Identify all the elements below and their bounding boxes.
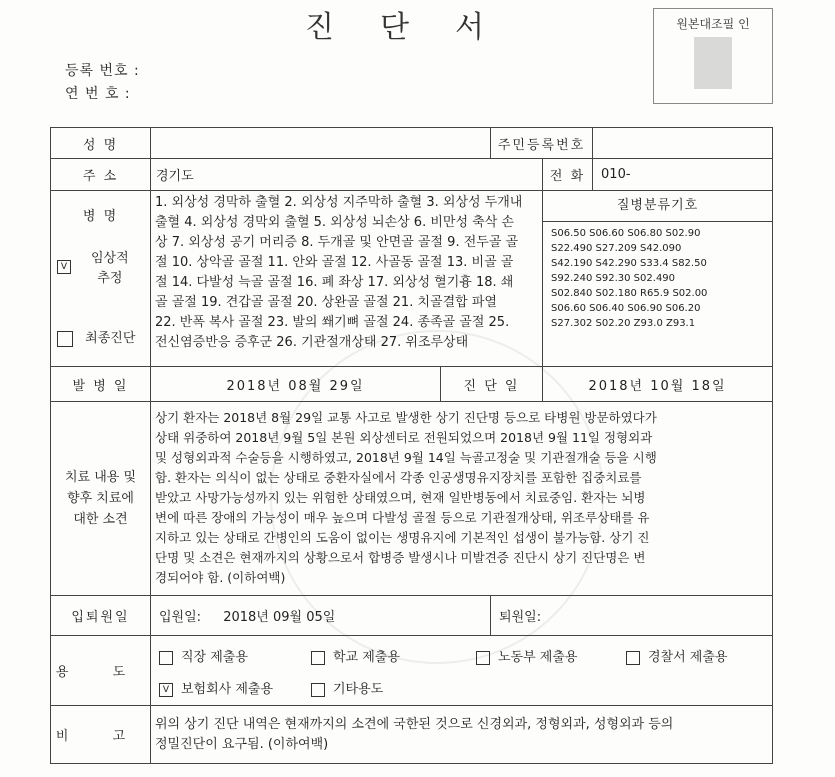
stamp-label: 원본대조필 인 <box>676 17 750 31</box>
phone-label-cell <box>543 159 593 191</box>
rrn-value-cell <box>593 128 773 159</box>
disease-code-line: S06.50 S06.60 S06.80 S02.90 <box>551 228 701 239</box>
name-label: 성 명 <box>82 137 119 153</box>
registration-number-label: 등록 번호 : <box>65 63 140 79</box>
clinical-label-line2: 추정 <box>97 271 123 286</box>
diagnosis-date-label-cell <box>441 367 543 402</box>
treatment-line: 함. 환자는 의식이 없는 상태로 중환자실에서 각종 인공생명유지장치를 포함한 집중치료를 <box>155 470 642 485</box>
address-label-cell <box>51 159 151 191</box>
disease-line: 골 골절 19. 견갑골 골절 20. 상완골 골절 21. 치골결합 파열 <box>155 295 497 310</box>
treatment-text-cell <box>151 402 773 596</box>
document-title: 진단서 <box>305 10 530 45</box>
disease-list-cell <box>151 191 543 367</box>
usage-checkbox[interactable] <box>476 651 490 665</box>
usage-option-police[interactable] <box>626 646 727 665</box>
remark-text-cell <box>151 706 773 764</box>
treatment-line: 경되어야 함. (이하여백) <box>155 570 286 585</box>
usage-option-label: 노동부 제출용 <box>498 650 578 665</box>
final-diagnosis-checkbox[interactable] <box>57 331 73 347</box>
onset-label: 발 병 일 <box>72 378 129 394</box>
disease-code-line: S42.190 S42.290 S33.4 S82.50 <box>551 258 707 269</box>
phone-value-cell <box>593 159 773 191</box>
disease-line: 절 14. 다발성 늑골 골절 16. 폐 좌상 17. 외상성 혈기흉 18. 쇄 <box>155 275 514 290</box>
remark-label-cell <box>51 706 151 764</box>
usage-option-label: 보험회사 제출용 <box>181 682 274 697</box>
disease-code-line: S22.490 S27.209 S42.090 <box>551 243 682 254</box>
disease-line: 출혈 4. 외상성 경막외 출혈 5. 외상성 뇌손상 6. 비만성 축삭 손 <box>155 215 514 230</box>
remark-label: 비 고 <box>55 729 146 744</box>
usage-option-school[interactable] <box>311 646 400 665</box>
disease-line: 22. 반폭 복사 골절 23. 발의 쐐기뼈 골절 24. 종족골 골절 25. <box>155 315 510 330</box>
usage-option-label: 직장 제출용 <box>181 650 248 665</box>
treatment-line: 상기 환자는 2018년 8월 29일 교통 사고로 발생한 상기 진단명 등으로 타병원 방문하였다가 <box>155 410 657 425</box>
final-diagnosis-label: 최종진단 <box>85 331 136 346</box>
usage-option-labor[interactable] <box>476 646 577 665</box>
usage-option-label: 학교 제출용 <box>333 650 400 665</box>
usage-options-cell <box>151 636 773 706</box>
serial-number-label: 연 번 호 : <box>65 86 131 102</box>
disease-code-line: S02.840 S02.180 R65.9 S02.00 <box>551 288 708 299</box>
onset-value: 2018년 08월 29일 <box>226 378 365 394</box>
treatment-label-cell <box>51 402 151 596</box>
treatment-line: 및 성형외과적 수술등을 시행하였고, 2018년 9월 14일 늑골고정술 및 기관절개술 등을 시행 <box>155 450 657 465</box>
certified-copy-stamp <box>653 8 773 104</box>
treatment-line: 변에 따른 장애의 가능성이 매우 높으며 다발성 골절 등으로 기관절개상태, 위조루상태를 유 <box>155 510 650 525</box>
onset-value-cell <box>151 367 441 402</box>
name-value-cell <box>151 128 491 159</box>
usage-checkbox-checked[interactable]: V <box>159 683 173 697</box>
discharge-label: 퇴원일: <box>499 610 542 625</box>
final-diagnosis-option[interactable] <box>57 327 135 347</box>
disease-line: 전신염증반응 증후군 26. 기관절개상태 27. 위조루상태 <box>155 335 469 350</box>
onset-label-cell <box>51 367 151 402</box>
address-value-cell <box>151 159 543 191</box>
usage-label: 용 도 <box>55 665 146 680</box>
admission-label: 입퇴원일 <box>71 610 130 625</box>
disease-code-label: 질병분류기호 <box>543 191 772 222</box>
discharge-cell <box>491 596 773 636</box>
clinical-label-line1: 임상적 <box>91 251 129 266</box>
usage-option-other[interactable] <box>311 678 383 697</box>
name-label-cell <box>51 128 151 159</box>
remark-line: 위의 상기 진단 내역은 현재까지의 소견에 국한된 것으로 신경외과, 정형외과, 성형외과 등의 <box>155 716 674 732</box>
address-value: 경기도 <box>156 169 194 184</box>
treatment-line: 단명 및 소견은 현재까지의 상황으로서 합병증 발생시나 미발견증 진단시 상기 진단명은 변 <box>155 550 646 565</box>
usage-option-label: 경찰서 제출용 <box>648 650 728 665</box>
disease-label: 병 명 <box>82 209 119 224</box>
disease-code-line: S92.240 S92.30 S02.490 <box>551 273 676 284</box>
treatment-label-line2: 향후 치료에 <box>67 491 134 506</box>
diagnosis-date-value-cell <box>543 367 773 402</box>
usage-checkbox[interactable] <box>311 651 325 665</box>
disease-code-line: S06.60 S06.40 S06.90 S06.20 <box>551 303 701 314</box>
rrn-label: 주민등록번호 <box>497 137 586 153</box>
treatment-label-line3: 대한 소견 <box>73 512 128 527</box>
usage-option-insurance[interactable] <box>159 678 273 697</box>
disease-line: 1. 외상성 경막하 출혈 2. 외상성 지주막하 출혈 3. 외상성 두개내 <box>155 195 523 210</box>
admission-label-cell <box>51 596 151 636</box>
address-label: 주 소 <box>82 169 119 184</box>
diagnosis-form-table <box>50 127 773 764</box>
usage-option-work[interactable] <box>159 646 248 665</box>
rrn-label-cell <box>491 128 593 159</box>
admission-in-value: 2018년 09월 05일 <box>223 610 336 625</box>
disease-code-line: S27.302 S02.20 Z93.0 Z93.1 <box>551 318 696 329</box>
disease-code-list <box>543 222 772 335</box>
usage-option-label: 기타용도 <box>333 682 384 697</box>
disease-line: 상 7. 외상성 공기 머리증 8. 두개골 및 안면골 골절 9. 전두골 골 <box>155 235 519 250</box>
diagnosis-date-value: 2018년 10월 18일 <box>588 378 727 394</box>
clinical-estimate-option[interactable] <box>57 251 147 286</box>
disease-line: 절 10. 상악골 골절 11. 안와 골절 12. 사골동 골절 13. 비골 골 <box>155 255 514 270</box>
redacted-stamp-mark <box>694 37 732 89</box>
admission-in-cell <box>151 596 491 636</box>
remark-line: 정밀진단이 요구됨. (이하여백) <box>155 736 329 752</box>
disease-label-cell <box>51 191 151 367</box>
phone-label: 전 화 <box>549 169 586 184</box>
treatment-line: 상태 위중하여 2018년 9월 5일 본원 외상센터로 전원되었으며 2018년 9월 11일 정형외과 <box>155 430 653 445</box>
usage-checkbox[interactable] <box>626 651 640 665</box>
treatment-line: 받았고 사망가능성까지 있는 위험한 상태였으며, 현재 일반병동에서 치료중임. 환자는 뇌병 <box>155 490 646 505</box>
usage-checkbox[interactable] <box>311 683 325 697</box>
usage-checkbox[interactable] <box>159 651 173 665</box>
treatment-label-line1: 치료 내용 및 <box>64 470 137 485</box>
treatment-line: 지하고 있는 상태로 간병인의 도움이 없이는 생명유지에 기본적인 섭생이 불가능함. 상기 진 <box>155 530 650 545</box>
diagnosis-date-label: 진 단 일 <box>463 378 520 394</box>
phone-value: 010- <box>601 167 631 182</box>
clinical-estimate-checkbox[interactable]: V <box>57 260 71 274</box>
usage-label-cell <box>51 636 151 706</box>
admission-in-label: 입원일: <box>159 610 202 625</box>
disease-code-cell <box>543 191 773 367</box>
